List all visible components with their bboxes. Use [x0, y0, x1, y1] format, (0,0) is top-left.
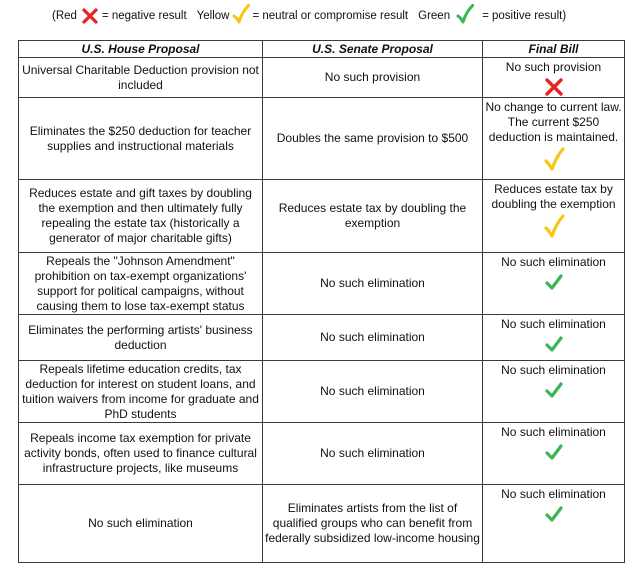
house-cell: Universal Charitable Deduction provision not included [19, 58, 263, 98]
senate-cell: No such elimination [263, 315, 483, 361]
final-cell: No such elimination [483, 361, 625, 423]
yellow-check-icon [543, 147, 565, 171]
green-check-icon [544, 504, 564, 524]
legend-green-text: = positive result) [482, 10, 567, 22]
legend-yellow-text: = neutral or compromise result [252, 10, 409, 22]
senate-cell: No such elimination [263, 423, 483, 485]
table-row [19, 180, 625, 253]
house-cell: Repeals income tax exemption for private activity bonds, often used to finance cultural infrastructure projects, like museums [19, 423, 263, 485]
table-row [19, 58, 625, 98]
table-row [19, 98, 625, 180]
green-check-icon [544, 334, 564, 354]
table-row [19, 361, 625, 423]
green-check-icon [456, 4, 474, 24]
final-cell: No change to current law. The current $250 deduction is maintained. [483, 98, 625, 180]
legend-red-prefix: (Red [52, 10, 77, 22]
house-cell: No such elimination [19, 485, 263, 563]
green-check-icon [544, 272, 564, 292]
yellow-check-icon [543, 214, 565, 238]
senate-cell: Reduces estate tax by doubling the exemption [263, 180, 483, 253]
legend-yellow-label: Yellow [196, 10, 230, 22]
senate-cell: No such provision [263, 58, 483, 98]
table-body [19, 58, 625, 563]
house-cell: Eliminates the performing artists' business deduction [19, 315, 263, 361]
header-house: U.S. House Proposal [19, 41, 263, 58]
red-x-icon [81, 7, 99, 25]
final-cell: Reduces estate tax by doubling the exemption [483, 180, 625, 253]
table-header-row [19, 41, 625, 58]
senate-cell: No such elimination [263, 361, 483, 423]
green-check-icon [544, 442, 564, 462]
senate-cell: Doubles the same provision to $500 [263, 98, 483, 180]
legend-green-label: Green [418, 10, 451, 22]
house-cell: Reduces estate and gift taxes by doubling the exemption and then ultimately fully repealing the estate tax (historically a generator of major charitable gifts) [19, 180, 263, 253]
table-row [19, 253, 625, 315]
house-cell: Eliminates the $250 deduction for teacher supplies and instructional materials [19, 98, 263, 180]
legend-red-text: = negative result [101, 10, 187, 22]
comparison-table [18, 40, 625, 563]
house-cell: Repeals the "Johnson Amendment" prohibition on tax-exempt organizations' support for political campaigns, without causing them to lose tax-exempt status [19, 253, 263, 315]
header-final: Final Bill [483, 41, 625, 58]
senate-cell: No such elimination [263, 253, 483, 315]
table-row [19, 423, 625, 485]
senate-cell: Eliminates artists from the list of qualified groups who can benefit from federally subsidized low-income housing [263, 485, 483, 563]
final-cell: No such elimination [483, 315, 625, 361]
final-cell: No such provision [483, 58, 625, 98]
header-senate: U.S. Senate Proposal [263, 41, 483, 58]
final-cell: No such elimination [483, 423, 625, 485]
table-row [19, 485, 625, 563]
red-x-icon [543, 77, 565, 97]
yellow-check-icon [232, 4, 250, 24]
green-check-icon [544, 380, 564, 400]
house-cell: Repeals lifetime education credits, tax deduction for interest on student loans, and tuition waivers from income for graduate and PhD students [19, 361, 263, 423]
table-row [19, 315, 625, 361]
final-cell: No such elimination [483, 485, 625, 563]
legend [52, 5, 566, 27]
final-cell: No such elimination [483, 253, 625, 315]
